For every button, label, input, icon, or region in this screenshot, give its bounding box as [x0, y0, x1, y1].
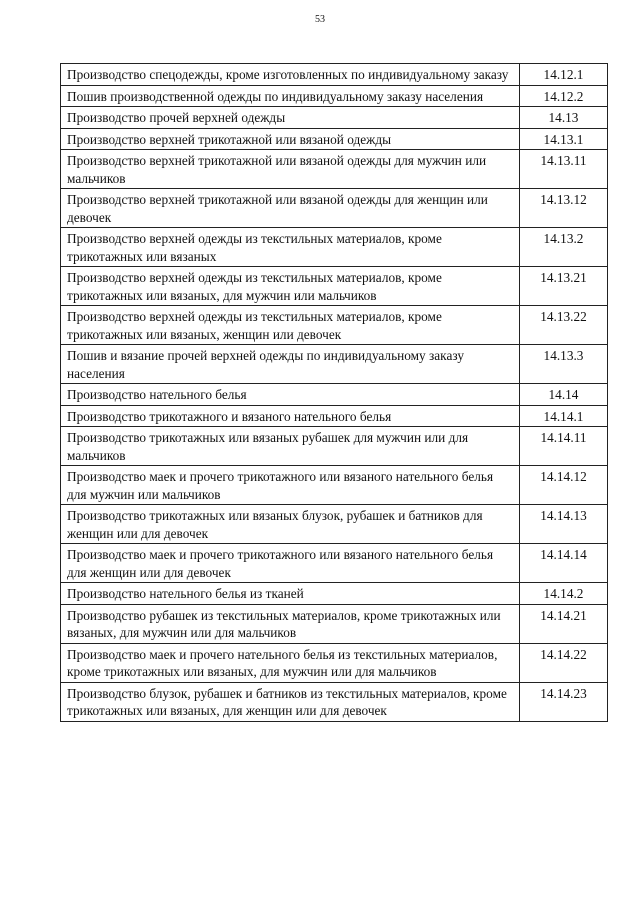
activity-description: Пошив производственной одежды по индивидуальному заказу населения [61, 85, 520, 107]
activity-codes-table [60, 63, 608, 722]
table-row [61, 604, 608, 643]
table-row [61, 544, 608, 583]
table-row [61, 228, 608, 267]
table-row [61, 85, 608, 107]
table-row [61, 405, 608, 427]
activity-description: Производство верхней одежды из текстильных материалов, кроме трикотажных или вязаных, женщин или девочек [61, 306, 520, 345]
activity-description: Производство верхней одежды из текстильных материалов, кроме трикотажных или вязаных [61, 228, 520, 267]
activity-code: 14.13.2 [520, 228, 608, 267]
table-row [61, 583, 608, 605]
activity-code: 14.14.11 [520, 427, 608, 466]
activity-code: 14.14.22 [520, 643, 608, 682]
activity-description: Производство маек и прочего нательного белья из текстильных материалов, кроме трикотажных или вязаных, для мужчин или для мальчиков [61, 643, 520, 682]
activity-code: 14.13.21 [520, 267, 608, 306]
activity-description: Производство нательного белья [61, 384, 520, 406]
table-row [61, 682, 608, 721]
activity-code: 14.13.22 [520, 306, 608, 345]
activity-description: Производство маек и прочего трикотажного или вязаного нательного белья для мужчин или мальчиков [61, 466, 520, 505]
table-row [61, 64, 608, 86]
table-row [61, 505, 608, 544]
activity-code: 14.14.1 [520, 405, 608, 427]
table-row [61, 384, 608, 406]
activity-code: 14.12.2 [520, 85, 608, 107]
activity-code: 14.14.23 [520, 682, 608, 721]
activity-code: 14.13.1 [520, 128, 608, 150]
table-row [61, 306, 608, 345]
activity-description: Производство маек и прочего трикотажного или вязаного нательного белья для женщин или для девочек [61, 544, 520, 583]
activity-description: Производство трикотажного и вязаного нательного белья [61, 405, 520, 427]
table-row [61, 189, 608, 228]
table-row [61, 345, 608, 384]
activity-description: Производство верхней трикотажной или вязаной одежды для женщин или девочек [61, 189, 520, 228]
activity-code: 14.13 [520, 107, 608, 129]
activity-description: Производство прочей верхней одежды [61, 107, 520, 129]
activity-code: 14.13.11 [520, 150, 608, 189]
activity-description: Производство спецодежды, кроме изготовленных по индивидуальному заказу [61, 64, 520, 86]
activity-description: Производство блузок, рубашек и батников из текстильных материалов, кроме трикотажных или вязаных, для женщин или для девочек [61, 682, 520, 721]
activity-code: 14.14.21 [520, 604, 608, 643]
activity-description: Производство верхней одежды из текстильных материалов, кроме трикотажных или вязаных, для мужчин или мальчиков [61, 267, 520, 306]
table-row [61, 107, 608, 129]
table-row [61, 427, 608, 466]
activity-code: 14.14.14 [520, 544, 608, 583]
activity-code: 14.14.12 [520, 466, 608, 505]
activity-code: 14.12.1 [520, 64, 608, 86]
activity-description: Производство нательного белья из тканей [61, 583, 520, 605]
activity-description: Производство рубашек из текстильных материалов, кроме трикотажных или вязаных, для мужчин или для мальчиков [61, 604, 520, 643]
activity-description: Производство верхней трикотажной или вязаной одежды для мужчин или мальчиков [61, 150, 520, 189]
table-row [61, 267, 608, 306]
activity-code: 14.14 [520, 384, 608, 406]
activity-description: Производство трикотажных или вязаных рубашек для мужчин или для мальчиков [61, 427, 520, 466]
table-row [61, 150, 608, 189]
table-row [61, 466, 608, 505]
activity-description: Производство трикотажных или вязаных блузок, рубашек и батников для женщин или для девочек [61, 505, 520, 544]
activity-description: Пошив и вязание прочей верхней одежды по индивидуальному заказу населения [61, 345, 520, 384]
activity-description: Производство верхней трикотажной или вязаной одежды [61, 128, 520, 150]
page-number: 53 [315, 14, 325, 25]
activity-code: 14.14.13 [520, 505, 608, 544]
table-row [61, 643, 608, 682]
activity-code: 14.13.12 [520, 189, 608, 228]
activity-code: 14.14.2 [520, 583, 608, 605]
table-row [61, 128, 608, 150]
activity-code: 14.13.3 [520, 345, 608, 384]
